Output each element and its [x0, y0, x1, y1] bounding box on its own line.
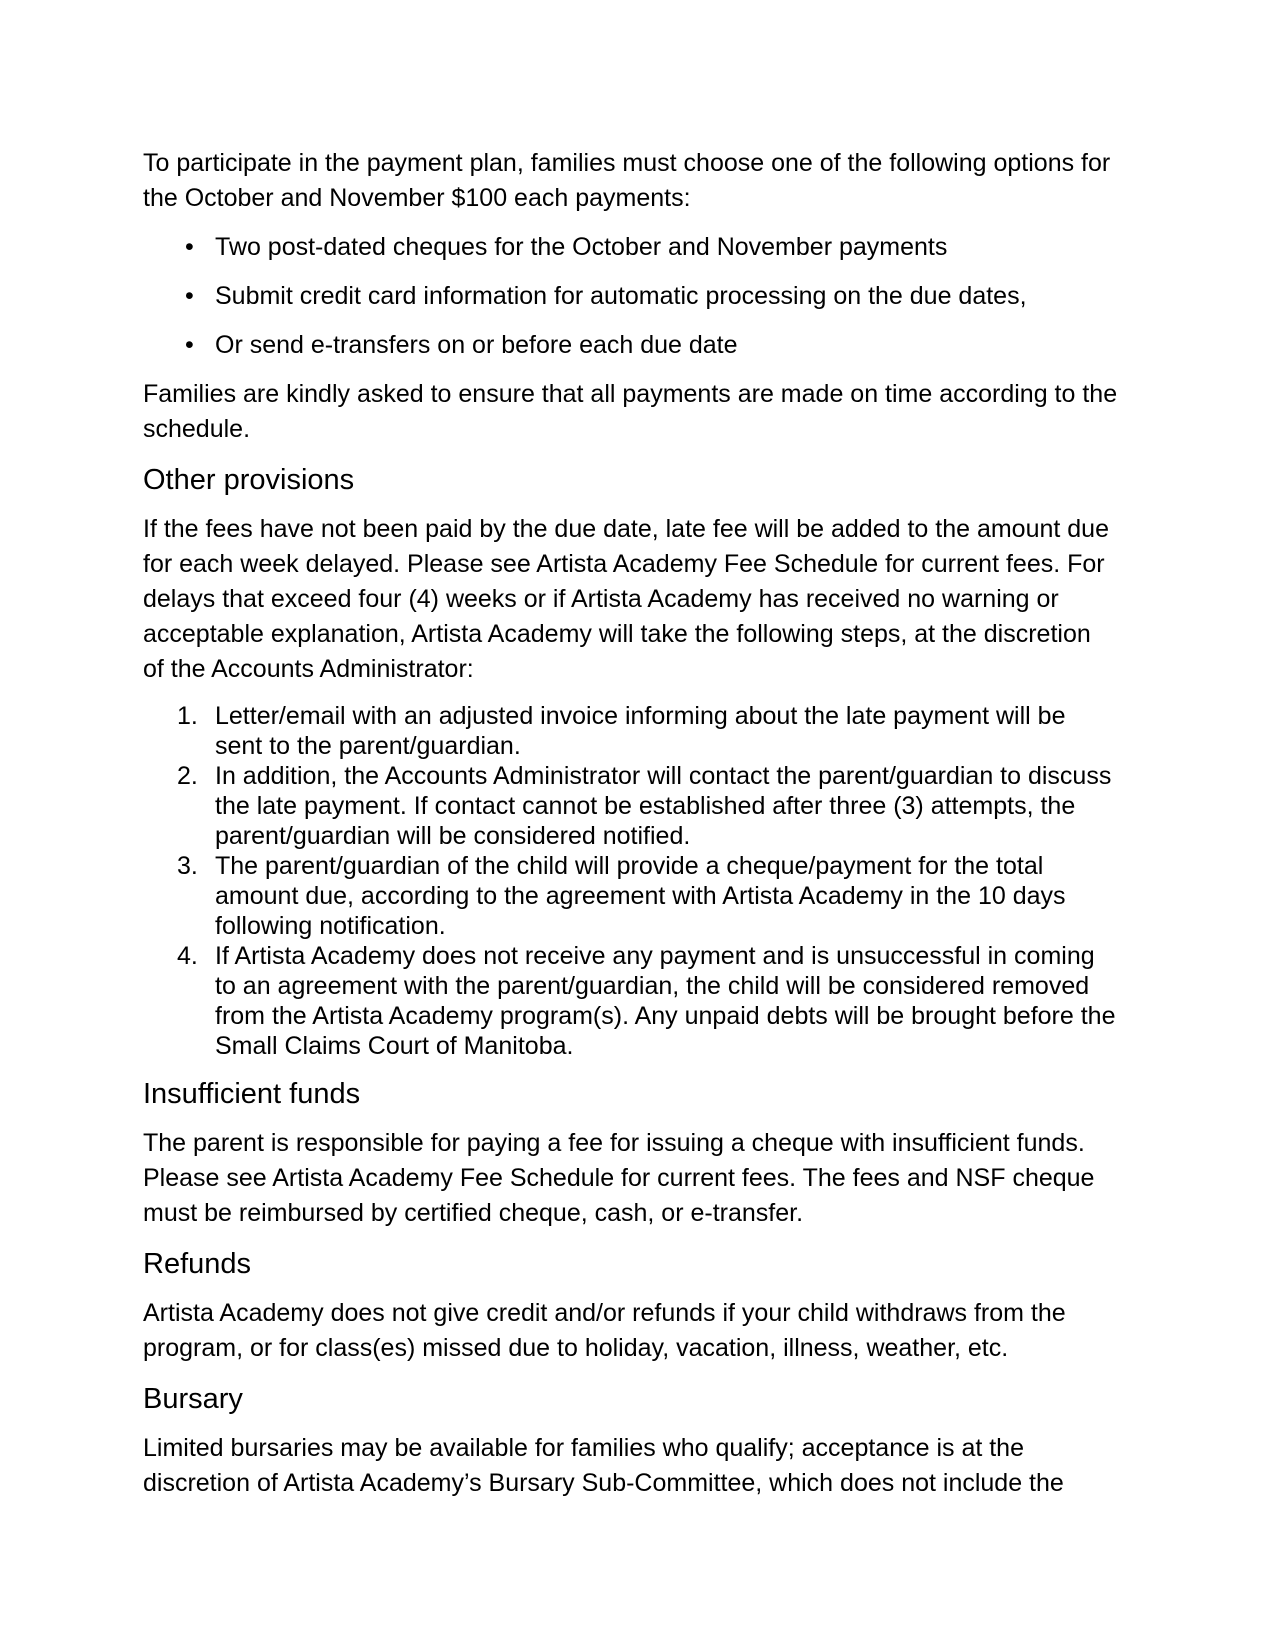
list-item-text: If Artista Academy does not receive any payment and is unsuccessful in coming to an agreement with the parent/guardian, the child will be considered removed from the Artista Academy program(s). Any unpaid debts will be brought before the Small Claims Court of Manitoba. — [215, 942, 1116, 1060]
number-marker: 2. — [177, 762, 198, 790]
section-heading-other-provisions: Other provisions — [143, 464, 355, 496]
payment-options-list — [143, 230, 1118, 363]
schedule-paragraph: Families are kindly asked to ensure that all payments are made on time according to the schedule. — [143, 380, 1118, 443]
list-item-text: Submit credit card information for automatic processing on the due dates, — [215, 282, 1027, 310]
number-marker: 1. — [177, 702, 198, 730]
refunds-paragraph: Artista Academy does not give credit and/or refunds if your child withdraws from the program, or for class(es) missed due to holiday, vacation, illness, weather, etc. — [143, 1299, 1066, 1362]
bullet-marker: • — [185, 331, 194, 359]
section-heading-refunds: Refunds — [143, 1248, 252, 1280]
list-item — [143, 701, 1118, 761]
late-payment-steps-list — [143, 701, 1118, 1061]
section-heading-bursary: Bursary — [143, 1383, 243, 1415]
intro-paragraph: To participate in the payment plan, families must choose one of the following options for the October and November $100 each payments: — [143, 149, 1111, 212]
bullet-marker: • — [185, 282, 194, 310]
number-marker: 3. — [177, 852, 198, 880]
bullet-marker: • — [185, 233, 194, 261]
list-item — [143, 230, 1118, 265]
insufficient-funds-paragraph: The parent is responsible for paying a fee for issuing a cheque with insufficient funds. Please see Artista Academy Fee Schedule for current fees. The fees and NSF cheque must be reimbursed by certified cheque, cash, or e-transfer. — [143, 1129, 1095, 1227]
list-item — [143, 941, 1118, 1061]
list-item-text: In addition, the Accounts Administrator will contact the parent/guardian to discuss the late payment. If contact cannot be established after three (3) attempts, the parent/guardian will be considered notified. — [215, 762, 1112, 850]
list-item-text: The parent/guardian of the child will provide a cheque/payment for the total amount due, according to the agreement with Artista Academy in the 10 days following notification. — [215, 852, 1066, 940]
list-item-text: Or send e-transfers on or before each due date — [215, 331, 738, 359]
list-item — [143, 328, 1118, 363]
section-heading-insufficient-funds: Insufficient funds — [143, 1078, 361, 1110]
other-provisions-paragraph: If the fees have not been paid by the due date, late fee will be added to the amount due for each week delayed. Please see Artista Academy Fee Schedule for current fees. For delays that exceed four (4) weeks or if Artista Academy has received no warning or acceptable explanation, Artista Academy will take the following steps, at the discretion of the Accounts Administrator: — [143, 515, 1109, 683]
bursary-paragraph: Limited bursaries may be available for families who qualify; acceptance is at the discretion of Artista Academy’s Bursary Sub-Committee, which does not include the — [143, 1434, 1064, 1497]
list-item-text: Two post-dated cheques for the October and November payments — [215, 233, 948, 261]
list-item — [143, 279, 1118, 314]
list-item — [143, 761, 1118, 851]
list-item — [143, 851, 1118, 941]
document-content — [143, 146, 1118, 1501]
number-marker: 4. — [177, 942, 198, 970]
list-item-text: Letter/email with an adjusted invoice informing about the late payment will be sent to the parent/guardian. — [215, 702, 1066, 760]
